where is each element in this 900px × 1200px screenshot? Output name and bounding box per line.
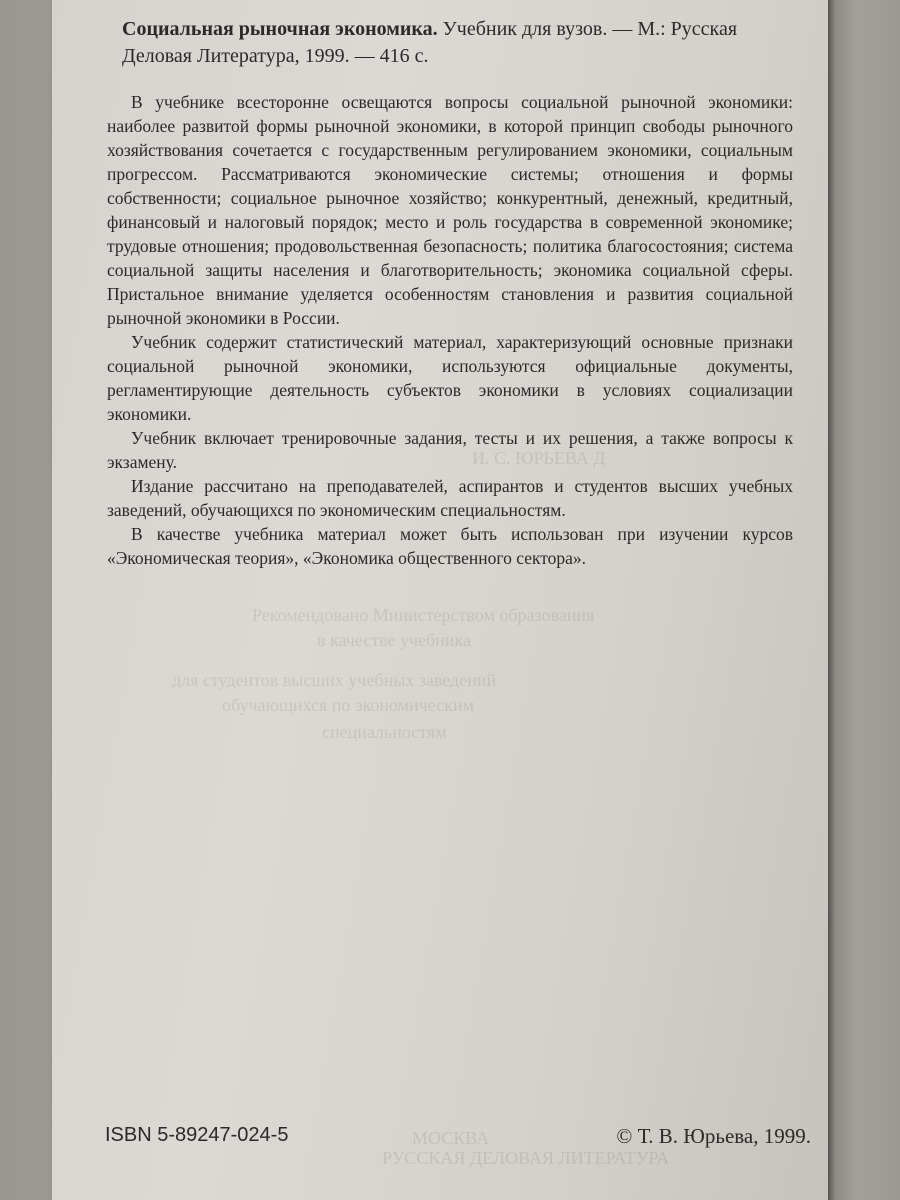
abstract [107, 90, 793, 570]
copyright-notice: © Т. В. Юрьева, 1999. [616, 1124, 811, 1148]
isbn: ISBN 5-89247-024-5 [105, 1124, 289, 1146]
abstract-paragraph: В учебнике всесторонне освещаются вопросы социальной рыночной экономики: наиболее развитой формы рыночной экономики, в которой принцип свободы рыночного хозяйствования сочетается с государственным регулированием экономики, социальным прогрессом. Рассматриваются экономические системы; отношения и формы собственности; социальное рыночное хозяйство; конкурентный, денежный, кредитный, финансовый и налоговый порядок; место и роль государства в современной экономике; трудовые отношения; продовольственная безопасность; политика благосостояния; система социальной защиты населения и благотворительность; экономика социальной сферы. Пристальное внимание уделяется особенностям становления и развития социальной рыночной экономики в России. [107, 92, 793, 328]
abstract-paragraph: Учебник включает тренировочные задания, тесты и их решения, а также вопросы к экзамену. [107, 428, 793, 472]
bibliographic-record [122, 16, 812, 70]
abstract-paragraph: Издание рассчитано на преподавателей, аспирантов и студентов высших учебных заведений, обучающихся по экономическим специальностям. [107, 476, 793, 520]
publication-details: Учебник для вузов. — М.: Русская Деловая Литература, 1999. — 416 с. [122, 18, 738, 67]
abstract-paragraph: Учебник содержит статистический материал, характеризующий основные признаки социальной рыночной экономики, используются официальные документы, регламентирующие деятельность субъектов экономики в условиях социализации экономики. [107, 332, 793, 424]
bleed-through-text: И. С. ЮРЬЕВА Д [472, 448, 606, 468]
bleed-through-text: Рекомендовано Министерством образования [252, 605, 595, 625]
bleed-through-text: МОСКВА [412, 1128, 490, 1148]
bleed-through-text: в качестве учебника [317, 630, 471, 650]
page-footer [105, 1124, 811, 1154]
abstract-paragraph: В качестве учебника материал может быть использован при изучении курсов «Экономическая теория», «Экономика общественного сектора». [107, 524, 793, 568]
bleed-through-text: для студентов высших учебных заведений [172, 670, 497, 690]
book-title: Социальная рыночная экономика. [122, 18, 438, 40]
bleed-through-text: специальностям [322, 722, 447, 742]
bleed-through-text: РУССКАЯ ДЕЛОВАЯ ЛИТЕРАТУРА [382, 1148, 670, 1168]
page-edge [828, 0, 900, 1200]
bleed-through-text: обучающихся по экономическим [222, 695, 474, 715]
